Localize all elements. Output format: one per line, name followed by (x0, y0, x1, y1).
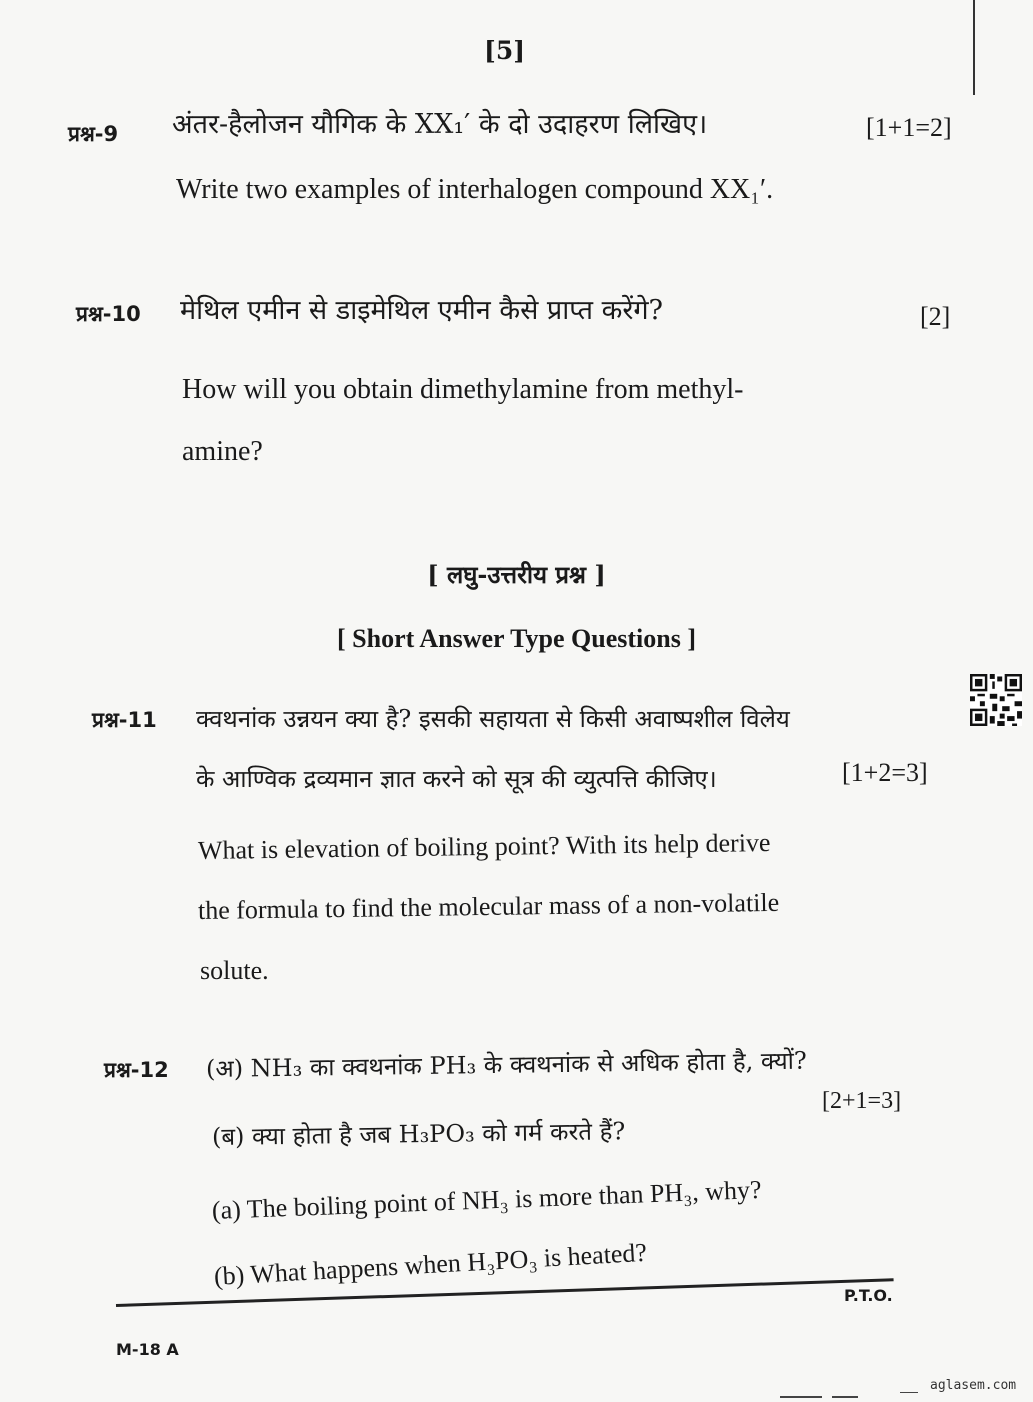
q10-english-line1: How will you obtain dimethylamine from methyl- (182, 374, 744, 405)
q12-part-a-hindi: (अ) NH₃ का क्वथनांक PH₃ के क्वथनांक से अधिक होता है, क्यों? (205, 1046, 807, 1083)
paper-code: M-18 A (116, 1340, 179, 1359)
q11-label: प्रश्न-11 (92, 708, 157, 732)
q10-label: प्रश्न-10 (76, 302, 141, 326)
q9-hindi: अंतर-हैलोजन यौगिक के XX₁′ के दो उदाहरण लिखिए। (172, 109, 708, 140)
q12-marks: [2+1=3] (822, 1088, 902, 1114)
q11-english-line3: solute. (200, 956, 269, 985)
q10-hindi: मेथिल एमीन से डाइमेथिल एमीन कैसे प्राप्त करेंगे? (180, 295, 664, 326)
q11-hindi-line1: क्वथनांक उन्नयन क्या है? इसकी सहायता से किसी अवाष्पशील विलेय (196, 705, 790, 733)
q12-label: प्रश्न-12 (104, 1058, 169, 1082)
q9-label: प्रश्न-9 (68, 122, 119, 146)
page-number: [5] (484, 36, 526, 65)
pto-label: P.T.O. (844, 1286, 893, 1305)
scan-mark (832, 1396, 858, 1398)
watermark: aglasem.com (930, 1378, 1017, 1393)
q9-english: Write two examples of interhalogen compound XX₁′. (176, 174, 774, 205)
q11-marks: [1+2=3] (842, 758, 928, 787)
scan-mark (900, 1392, 918, 1393)
q11-english-line2: the formula to find the molecular mass of a non-volatile (197, 887, 780, 925)
q12-part-a-english: (a) The boiling point of NH₃ is more than PH₃, why? (211, 1174, 762, 1225)
q11-english-line1: What is elevation of boiling point? With its help derive (197, 828, 771, 865)
section-heading-english: [ Short Answer Type Questions ] (337, 624, 696, 653)
q12-part-b-hindi: (ब) क्या होता है जब H₃PO₃ को गर्म करते हैं? (211, 1117, 626, 1151)
q9-marks: [1+1=2] (866, 113, 952, 142)
q12-part-b-english: (b) What happens when H₃PO₃ is heated? (213, 1237, 648, 1291)
scan-edge-line (973, 0, 975, 95)
qr-code-icon (970, 674, 1022, 726)
q10-marks: [2] (920, 302, 951, 331)
q11-hindi-line2: के आण्विक द्रव्यमान ज्ञात करने को सूत्र की व्युत्पत्ति कीजिए। (196, 765, 717, 793)
section-heading-hindi: [ लघु-उत्तरीय प्रश्न ] (427, 560, 606, 589)
q10-english-line2: amine? (182, 436, 263, 467)
scan-mark (780, 1396, 822, 1398)
